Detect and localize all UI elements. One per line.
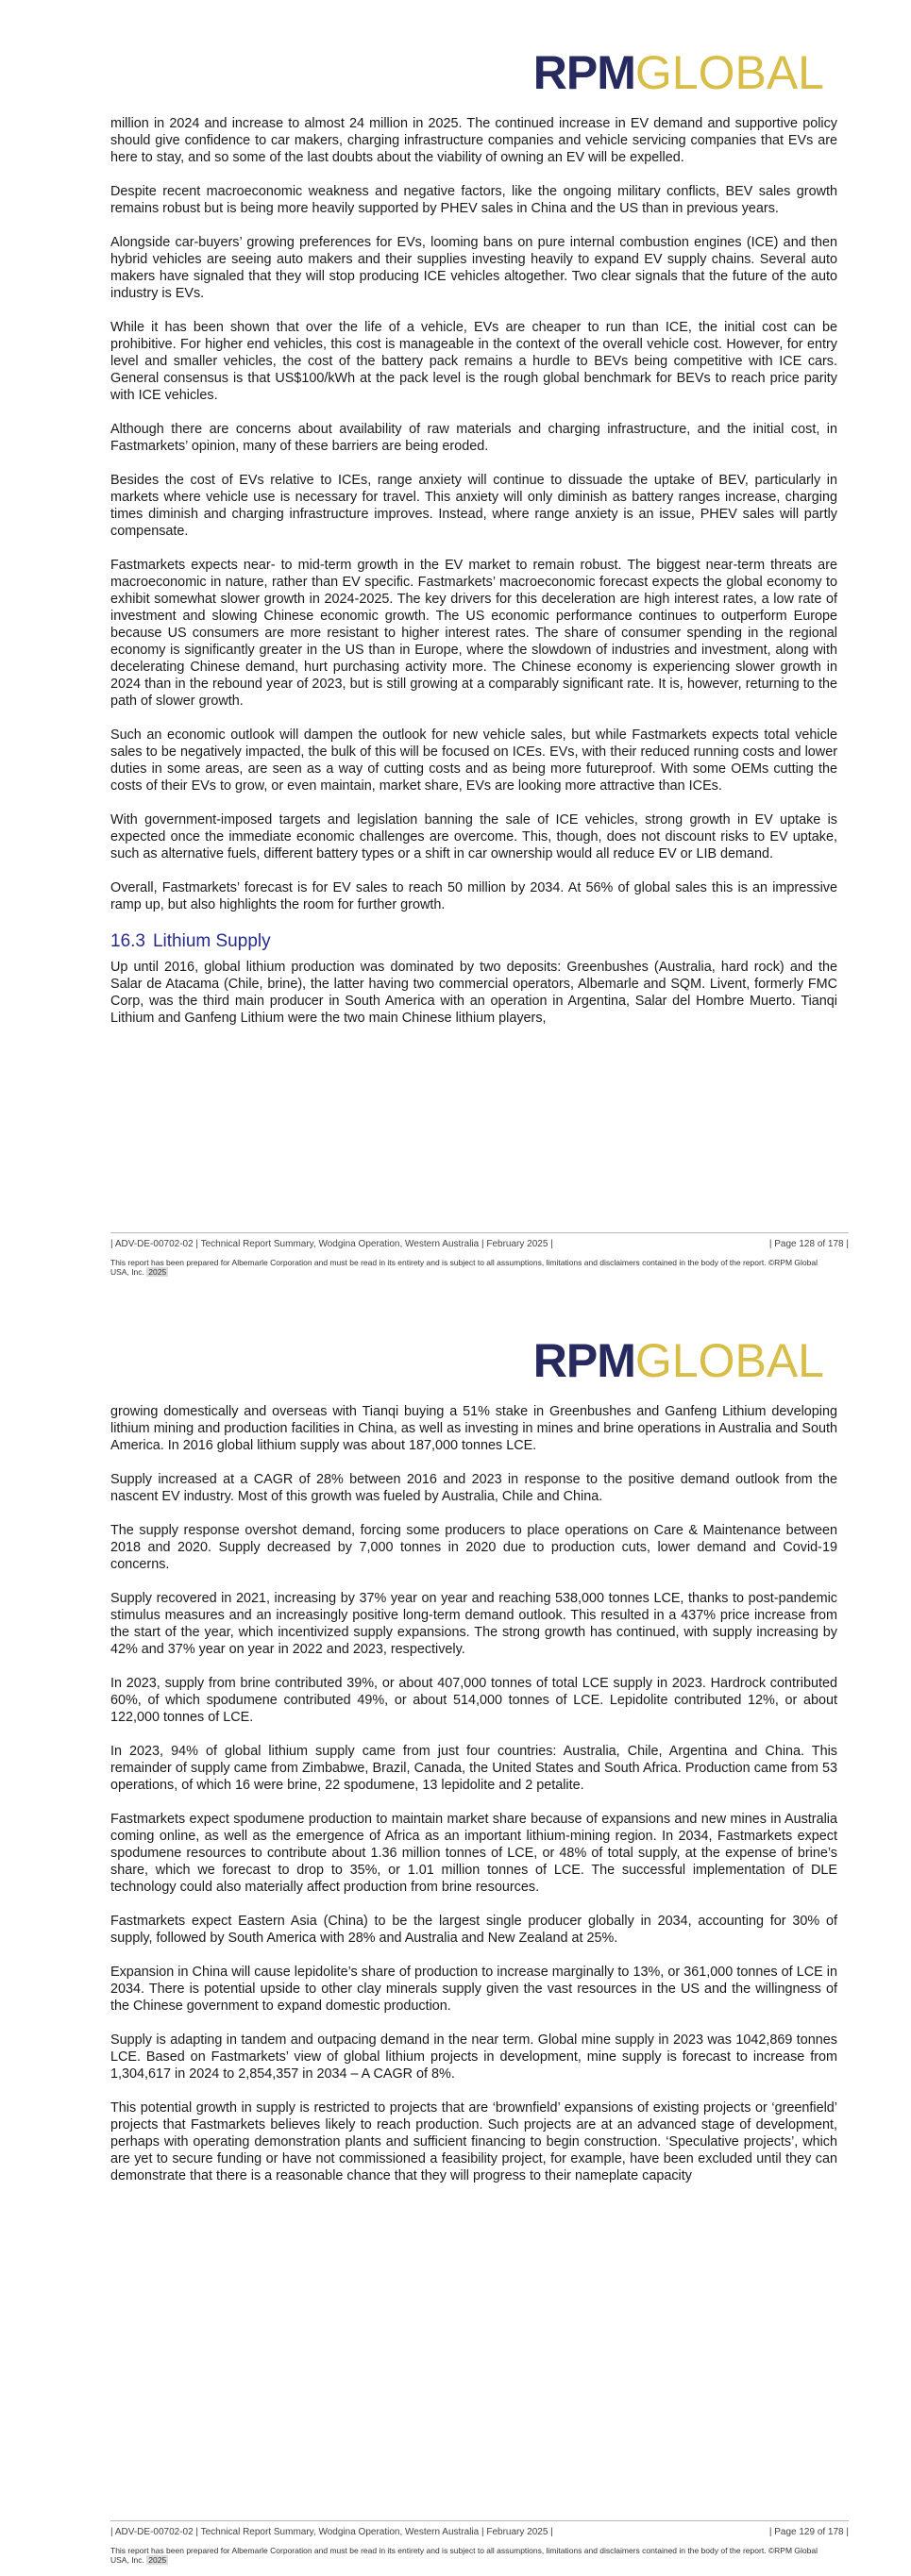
paragraph: Fastmarkets expect Eastern Asia (China) to be the largest single producer globally in 2034, accounting for 30% of supply, followed by South America with 28% and Australia and New Zealand at 25%. — [110, 1914, 837, 1946]
paragraph: Supply increased at a CAGR of 28% between 2016 and 2023 in response to the positive demand outlook from the nascent EV industry. Most of this growth was fueled by Australia, Chile and China. — [110, 1472, 837, 1504]
paragraph: Up until 2016, global lithium production was dominated by two deposits: Greenbushes (Australia, hard rock) and the Salar de Atacama (Chile, brine), the latter having two commercial operators, Albemarle and SQM. Livent, formerly FMC Corp, was the third main producer in South America with an operation in Argentina, Salar del Hombre Muerto. Tianqi Lithium and Ganfeng Lithium were the two main Chinese lithium players, — [110, 960, 837, 1026]
paragraph: Such an economic outlook will dampen the outlook for new vehicle sales, but while Fastmarkets expects total vehicle sales to be negatively impacted, the bulk of this will be focused on ICEs. EVs, with their reduced running costs and lower duties in some areas, are seen as a way of cutting costs and as being more futureproof. With some OEMs cutting the costs of their EVs to grow, or even maintain, market share, EVs are looking more attractive than ICEs. — [110, 728, 837, 794]
paragraph: With government-imposed targets and legislation banning the sale of ICE vehicles, strong growth in EV uptake is expected once the immediate economic challenges are overcome. This, though, does not discount risks to EV uptake, such as alternative fuels, different battery types or a shift in car ownership would all reduce EV or LIB demand. — [110, 812, 837, 861]
logo-rpm-text: RPM — [532, 46, 635, 99]
footer-reference-line — [110, 1239, 849, 1250]
paragraph: Besides the cost of EVs relative to ICEs, range anxiety will continue to dissuade the uptake of BEV, particularly in markets where vehicle use is necessary for travel. This anxiety will only diminish as battery ranges increase, charging times diminish and charging infrastructure improves. Instead, where range anxiety is an issue, PHEV sales will partly compensate. — [110, 473, 837, 539]
disclaimer-text: This report has been prepared for Albemarle Corporation and must be read in its entirety and is subject to all assumptions, limitations and disclaimers contained in the body of the report. ©RPM Global USA, Inc. — [110, 1258, 818, 1277]
paragraph: Despite recent macroeconomic weakness and negative factors, like the ongoing military conflicts, BEV sales growth remains robust but is being more heavily supported by PHEV sales in China and the US than in previous years. — [110, 184, 837, 216]
footer-divider — [110, 1232, 849, 1233]
page-footer — [110, 2520, 849, 2565]
logo-global-text: GLOBAL — [634, 1334, 824, 1387]
paragraph: Fastmarkets expects near- to mid-term growth in the EV market to remain robust. The biggest near-term threats are macroeconomic in nature, rather than EV specific. Fastmarkets’ macroeconomic forecast expects the global economy to exhibit somewhat slower growth in 2024-2025. The key drivers for this deceleration are high interest rates, a low rate of investment and slowing Chinese economic growth. The US economic performance continues to outperform Europe because US consumers are more resistant to higher interest rates. The share of consumer spending in the regional economy is significantly greater in the US than in Europe, where the slowdown of industries and investment, along with decelerating Chinese demand, hurt purchasing activity more. The Chinese economy is experiencing slower growth in 2024 than in the rebound year of 2023, but is still growing at a comparably significant rate. It is, however, returning to the path of slower growth. — [110, 558, 837, 709]
footer-disclaimer — [110, 2546, 837, 2565]
section-number: 16.3 — [110, 931, 145, 951]
section-title: Lithium Supply — [152, 931, 271, 951]
page-body — [110, 1403, 837, 2201]
rpm-global-logo — [532, 46, 824, 99]
paragraph: Overall, Fastmarkets’ forecast is for EV sales to reach 50 million by 2034. At 56% of global sales this is an impressive ramp up, but also highlights the room for further growth. — [110, 880, 837, 912]
section-heading-lithium-supply — [110, 930, 837, 953]
paragraph: Supply is adapting in tandem and outpacing demand in the near term. Global mine supply in 2023 was 1042,869 tonnes LCE. Based on Fastmarkets’ view of global lithium projects in development, mine supply is forecast to increase from 1,304,617 in 2024 to 2,854,357 in 2034 – A CAGR of 8%. — [110, 2032, 837, 2082]
rpm-global-logo — [532, 1334, 824, 1387]
report-page-129 — [0, 1288, 911, 2576]
footer-page-number: | Page 129 of 178 | — [768, 2527, 849, 2537]
footer-divider — [110, 2520, 849, 2521]
paragraph: While it has been shown that over the life of a vehicle, EVs are cheaper to run than ICE, the initial cost can be prohibitive. For higher end vehicles, this cost is manageable in the context of the overall vehicle cost. However, for entry level and smaller vehicles, the cost of the battery pack remains a hurdle to BEVs being competitive with ICE cars. General consensus is that US$100/kWh at the pack level is the rough global benchmark for BEVs to reach price parity with ICE vehicles. — [110, 320, 837, 403]
footer-document-info: | ADV-DE-00702-02 | Technical Report Summary, Wodgina Operation, Western Australia | February 2025 | — [110, 2527, 553, 2537]
footer-page-number: | Page 128 of 178 | — [768, 1239, 849, 1249]
footer-disclaimer — [110, 1258, 837, 1277]
paragraph: growing domestically and overseas with Tianqi buying a 51% stake in Greenbushes and Ganfeng Lithium developing lithium mining and production facilities in China, as well as investing in mines and brine operations in Australia and South America. In 2016 global lithium supply was about 187,000 tonnes LCE. — [110, 1404, 837, 1453]
paragraph: Supply recovered in 2021, increasing by 37% year on year and reaching 538,000 tonnes LCE, thanks to post-pandemic stimulus measures and an increasingly positive long-term demand outlook. This resulted in a 437% price increase from the start of the year, which incentivized supply expansions. The strong growth has continued, with supply increasing by 42% and 37% year on year in 2022 and 2023, respectively. — [110, 1591, 837, 1657]
page-body — [110, 115, 837, 1044]
paragraph: The supply response overshot demand, forcing some producers to place operations on Care & Maintenance between 2018 and 2020. Supply decreased by 7,000 tonnes in 2020 due to production cuts, lower demand and Covid-19 concerns. — [110, 1523, 837, 1572]
footer-reference-line — [110, 2527, 849, 2538]
disclaimer-text: This report has been prepared for Albemarle Corporation and must be read in its entirety and is subject to all assumptions, limitations and disclaimers contained in the body of the report. ©RPM Global USA, Inc. — [110, 2546, 818, 2565]
paragraph: Alongside car-buyers’ growing preferences for EVs, looming bans on pure internal combustion engines (ICE) and then hybrid vehicles are seeing auto makers and their supplies investing heavily to expand EV supply chains. Several auto makers have signaled that they will stop producing ICE vehicles altogether. Two clear signals that the future of the auto industry is EVs. — [110, 235, 837, 301]
page-footer — [110, 1232, 849, 1277]
copyright-year: 2025 — [148, 1267, 167, 1277]
paragraph: Although there are concerns about availability of raw materials and charging infrastructure, and the initial cost, in Fastmarkets’ opinion, many of these barriers are being eroded. — [110, 422, 837, 454]
paragraph: Expansion in China will cause lepidolite’s share of production to increase marginally to 13%, or 361,000 tonnes of LCE in 2034. There is potential upside to other clay minerals supply given the vast resources in the US and the willingness of the Chinese government to expand domestic production. — [110, 1965, 837, 2014]
logo-global-text: GLOBAL — [634, 46, 824, 99]
paragraph: Fastmarkets expect spodumene production to maintain market share because of expansions and new mines in Australia coming online, as well as the emergence of Africa as an important lithium-mining region. In 2034, Fastmarkets expect spodumene resources to contribute about 1.36 million tonnes of LCE, or 48% of total supply, at the expense of brine’s share, which we forecast to drop to 35%, or 1.01 million tonnes of LCE. The successful implementation of DLE technology could also materially affect production from brine resources. — [110, 1812, 837, 1895]
logo-rpm-text: RPM — [532, 1334, 635, 1387]
paragraph: In 2023, supply from brine contributed 39%, or about 407,000 tonnes of total LCE supply in 2023. Hardrock contributed 60%, of which spodumene contributed 49%, or about 514,000 tonnes of LCE. Lepidolite contributed 12%, or about 122,000 tonnes of LCE. — [110, 1676, 837, 1725]
copyright-year: 2025 — [148, 2555, 167, 2565]
paragraph: In 2023, 94% of global lithium supply came from just four countries: Australia, Chile, Argentina and China. This remainder of supply came from Zimbabwe, Brazil, Canada, the United States and South Africa. Production came from 53 operations, of which 16 were brine, 22 spodumene, 13 lepidolite and 2 petalite. — [110, 1744, 837, 1793]
paragraph: million in 2024 and increase to almost 24 million in 2025. The continued increase in EV demand and supportive policy should give confidence to car makers, charging infrastructure companies and vehicle servicing companies that EVs are here to stay, and so some of the last doubts about the viability of owning an EV will be expelled. — [110, 116, 837, 165]
paragraph: This potential growth in supply is restricted to projects that are ‘brownfield’ expansions of existing projects or ‘greenfield’ projects that Fastmarkets believes likely to reach production. Such projects are at an advanced stage of development, perhaps with operating demonstration plants and sufficient financing to begin construction. ‘Speculative projects’, which are yet to secure funding or have not commissioned a feasibility project, for example, have been excluded until they can demonstrate that there is a reasonable chance that they will progress to their nameplate capacity — [110, 2100, 837, 2183]
footer-document-info: | ADV-DE-00702-02 | Technical Report Summary, Wodgina Operation, Western Australia | February 2025 | — [110, 1239, 553, 1249]
